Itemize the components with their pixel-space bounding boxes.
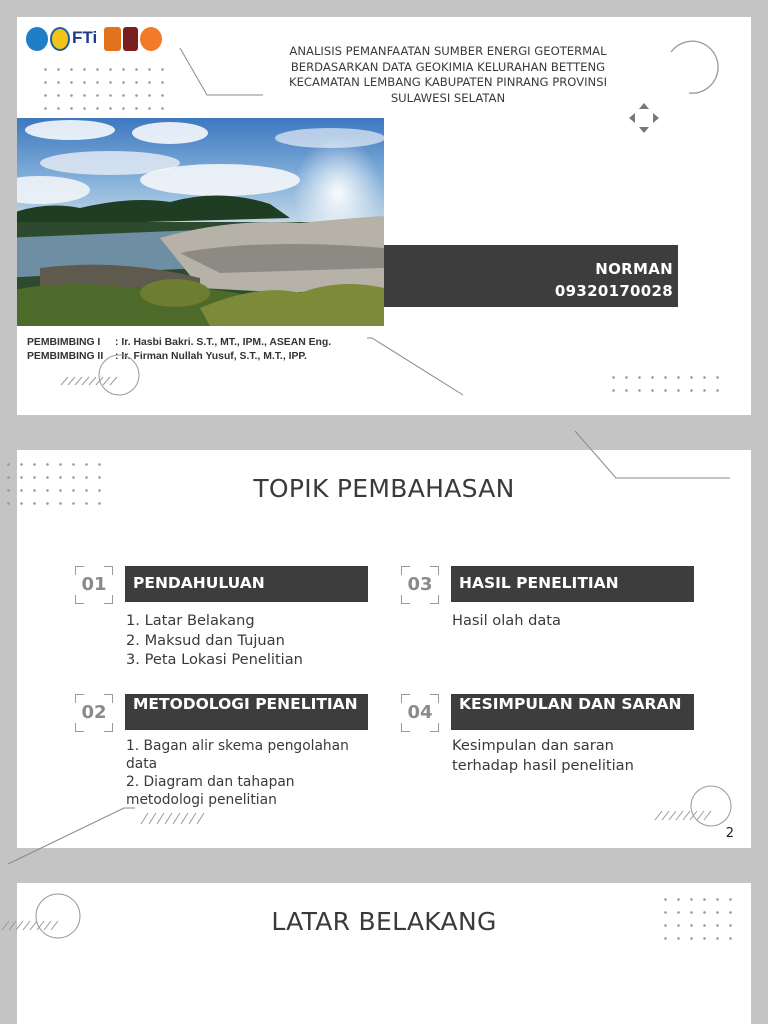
advisor-1 <box>27 337 357 348</box>
page-number: 2 <box>725 826 734 841</box>
faculty-logo <box>50 27 70 51</box>
author-info <box>384 245 678 307</box>
advisor-2-label: PEMBIMBING II <box>27 351 104 362</box>
decor-hatch-circle-3 <box>0 890 90 942</box>
university-logo <box>26 27 48 51</box>
topic-heading-pendahuluan: PENDAHULUAN <box>125 566 368 602</box>
advisor-1-name: : Ir. Hasbi Bakri. S.T., MT., IPM., ASEAN Eng. <box>115 337 332 348</box>
geothermal-photo <box>17 118 384 326</box>
author-id: 09320170028 <box>554 282 673 300</box>
decor-hatch <box>137 810 217 826</box>
advisor-2-name: : Ir. Firman Nullah Yusuf, S.T., M.T., IPP. <box>115 351 307 362</box>
author-name: NORMAN <box>595 260 673 278</box>
decor-line-4 <box>0 804 135 870</box>
topic-number-03: 03 <box>401 566 439 604</box>
list-item: Kesimpulan dan saran terhadap hasil penelitian <box>452 737 634 774</box>
topic-number-02: 02 <box>75 694 113 732</box>
topic-list-kesimpulan <box>452 736 682 775</box>
topic-heading-kesimpulan: KESIMPULAN DAN SARAN <box>451 694 694 730</box>
list-item: 3. Peta Lokasi Penelitian <box>126 651 303 668</box>
hashtag-logo <box>140 27 162 51</box>
dot-pattern-3 <box>659 893 737 945</box>
topic-heading-hasil-penelitian: HASIL PENELITIAN <box>451 566 694 602</box>
topic-heading-metodologi: METODOLOGI PENELITIAN <box>125 694 368 730</box>
topic-list-hasil-penelitian <box>452 611 561 631</box>
topic-number-01: 01 <box>75 566 113 604</box>
list-item: 1. Latar Belakang <box>126 612 255 629</box>
decor-line-3 <box>570 428 735 484</box>
topics-slide <box>17 450 751 848</box>
dot-pattern <box>39 63 169 115</box>
background-slide <box>17 883 751 1024</box>
move-arrows-icon <box>629 103 659 133</box>
list-item: 2. Maksud dan Tujuan <box>126 631 285 649</box>
list-item: 1. Bagan alir skema pengolahan data <box>126 738 349 772</box>
decor-line-2 <box>367 335 467 397</box>
decor-hatch-circle <box>57 353 147 399</box>
campus-logo <box>123 27 138 51</box>
fti-logo: FTi <box>72 27 102 51</box>
department-logo <box>104 27 121 51</box>
advisor-1-label: PEMBIMBING I <box>27 337 101 348</box>
dot-pattern-2 <box>607 371 724 399</box>
decor-arc <box>663 38 723 98</box>
list-item: Hasil olah data <box>452 612 561 629</box>
thesis-title: ANALISIS PEMANFAATAN SUMBER ENERGI GEOTERMAL BERDASARKAN DATA GEOKIMIA KELURAHAN BETTENG KECAMATAN LEMBANG KABUPATEN PINRANG PROVINSI SULAWESI SELATAN <box>289 44 607 105</box>
topic-number-04: 04 <box>401 694 439 732</box>
list-item: 2. Diagram dan tahapan metodologi penelitian <box>126 774 295 808</box>
dot-pattern-4 <box>2 458 106 514</box>
topic-list-pendahuluan <box>126 611 303 670</box>
topic-list-metodologi <box>126 737 366 809</box>
slide-title: TOPIK PEMBAHASAN <box>253 474 515 503</box>
slide-title-3: LATAR BELAKANG <box>271 907 497 936</box>
title-slide <box>17 17 751 415</box>
decor-hatch-circle-2 <box>653 784 743 830</box>
decor-line <box>177 45 267 101</box>
